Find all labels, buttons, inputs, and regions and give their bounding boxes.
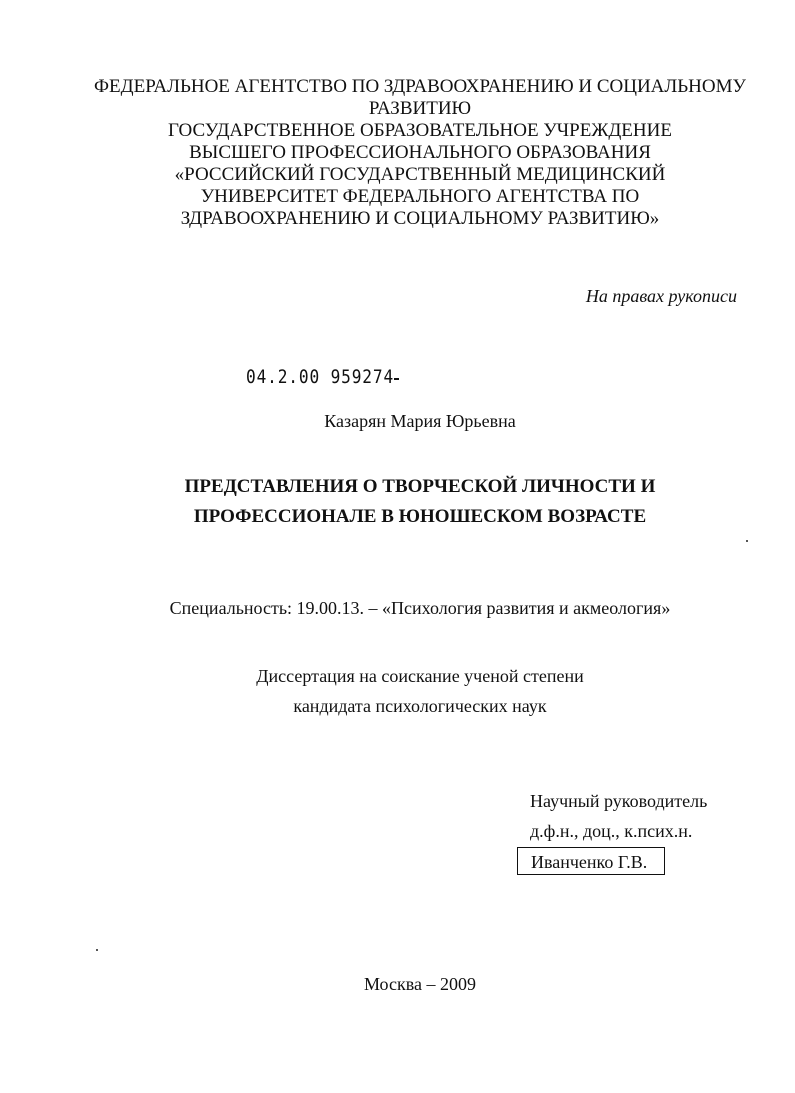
title-line-2: ПРОФЕССИОНАЛЕ В ЮНОШЕСКОМ ВОЗРАСТЕ xyxy=(193,506,647,527)
dissertation-title xyxy=(60,472,780,532)
degree-line-1: Диссертация на соискание ученой степени xyxy=(256,666,584,686)
manuscript-note: На правах рукописи xyxy=(585,286,737,306)
specialty: Специальность: 19.00.13. – «Психология развития и акмеология» xyxy=(169,598,671,618)
degree-line-2: кандидата психологических наук xyxy=(293,696,547,716)
header-line: ФЕДЕРАЛЬНОЕ АГЕНТСТВО ПО ЗДРАВООХРАНЕНИЮ И СОЦИАЛЬНОМУ xyxy=(94,76,746,97)
author-name: Казарян Мария Юрьевна xyxy=(324,411,516,431)
header-line: УНИВЕРСИТЕТ ФЕДЕРАЛЬНОГО АГЕНТСТВА ПО xyxy=(200,186,640,207)
header-line: ГОСУДАРСТВЕННОЕ ОБРАЗОВАТЕЛЬНОЕ УЧРЕЖДЕНИЕ xyxy=(168,120,672,141)
header-line: РАЗВИТИЮ xyxy=(368,98,472,119)
supervisor-role: Научный руководитель xyxy=(530,791,708,811)
scan-speck xyxy=(96,949,98,951)
scan-speck xyxy=(394,378,399,380)
city-year: Москва – 2009 xyxy=(364,974,476,994)
degree-statement xyxy=(60,661,780,721)
supervisor-credentials: д.ф.н., доц., к.псих.н. xyxy=(530,821,693,841)
supervisor-name-box: Иванченко Г.В. xyxy=(517,847,665,875)
header-line: «РОССИЙСКИЙ ГОСУДАРСТВЕННЫЙ МЕДИЦИНСКИЙ xyxy=(174,164,666,185)
institution-header xyxy=(60,76,780,230)
registration-number: 04.2.00 959274 xyxy=(246,366,395,388)
title-line-1: ПРЕДСТАВЛЕНИЯ О ТВОРЧЕСКОЙ ЛИЧНОСТИ И xyxy=(184,476,656,497)
header-line: ЗДРАВООХРАНЕНИЮ И СОЦИАЛЬНОМУ РАЗВИТИЮ» xyxy=(180,208,660,229)
supervisor-block xyxy=(530,786,707,846)
header-line: ВЫСШЕГО ПРОФЕССИОНАЛЬНОГО ОБРАЗОВАНИЯ xyxy=(189,142,651,163)
scan-speck xyxy=(746,540,748,542)
